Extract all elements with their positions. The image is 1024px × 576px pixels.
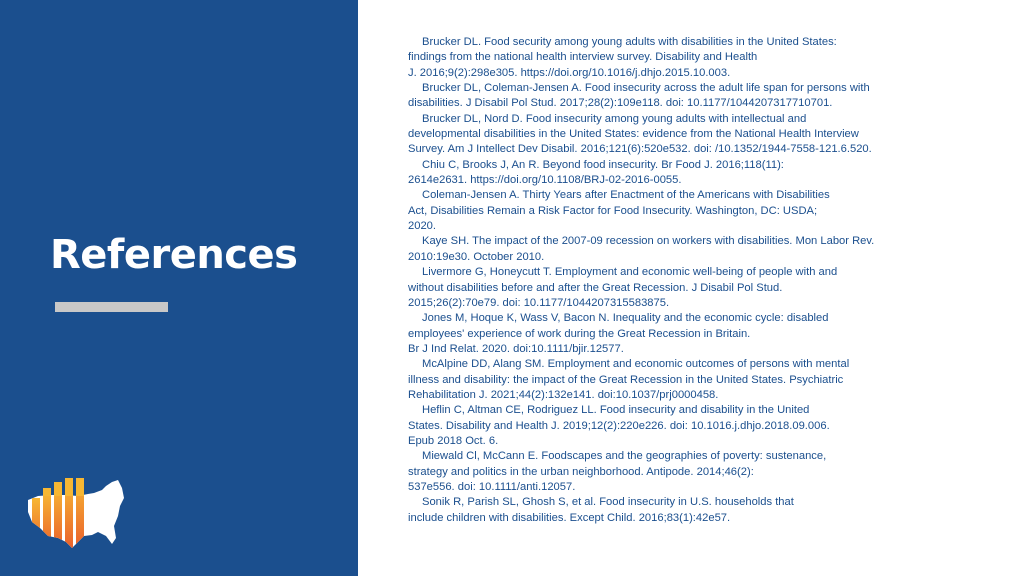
- reference-line: disabilities. J Disabil Pol Stud. 2017;28(2):109e118. doi: 10.1177/1044207317710701.: [408, 97, 833, 110]
- reference-line: Rehabilitation J. 2021;44(2):132e141. doi:10.1037/prj0000458.: [408, 388, 719, 401]
- reference-entry: [408, 234, 908, 265]
- reference-list: [408, 35, 908, 526]
- reference-line: include children with disabilities. Except Child. 2016;83(1):42e57.: [408, 511, 731, 524]
- reference-line: Brucker DL, Coleman-Jensen A. Food insecurity across the adult life span for persons with: [422, 82, 870, 95]
- reference-entry: [408, 158, 908, 189]
- reference-line: Epub 2018 Oct. 6.: [408, 434, 499, 447]
- reference-line: Kaye SH. The impact of the 2007-09 recession on workers with disabilities. Mon Labor Rev.: [422, 235, 875, 248]
- reference-line: 537e556. doi: 10.1111/anti.12057.: [408, 480, 576, 493]
- reference-line: Chiu C, Brooks J, An R. Beyond food insecurity. Br Food J. 2016;118(11):: [422, 158, 784, 171]
- reference-line: Br J Ind Relat. 2020. doi:10.1111/bjir.12577.: [408, 342, 624, 355]
- reference-line: employees' experience of work during the Great Recession in Britain.: [408, 327, 751, 340]
- reference-line: 2015;26(2):70e79. doi: 10.1177/1044207315583875.: [408, 296, 670, 309]
- reference-entry: [408, 495, 908, 526]
- reference-entry: [408, 357, 908, 403]
- reference-entry: [408, 112, 908, 158]
- title-underline-bar: [55, 302, 168, 312]
- reference-line: Livermore G, Honeycutt T. Employment and economic well-being of people with and: [422, 266, 838, 279]
- reference-line: 2614e2631. https://doi.org/10.1108/BRJ-02-2016-0055.: [408, 174, 682, 187]
- reference-line: J. 2016;9(2):298e305. https://doi.org/10.1016/j.dhjo.2015.10.003.: [408, 66, 731, 79]
- reference-line: Act, Disabilities Remain a Risk Factor for Food Insecurity. Washington, DC: USDA;: [408, 204, 818, 217]
- reference-line: Sonik R, Parish SL, Ghosh S, et al. Food insecurity in U.S. households that: [422, 496, 794, 509]
- reference-entry: [408, 449, 908, 495]
- reference-line: Miewald Cl, McCann E. Foodscapes and the geographies of poverty: sustenance,: [422, 450, 827, 463]
- reference-line: Brucker DL. Food security among young adults with disabilities in the United States:: [422, 36, 837, 48]
- reference-line: 2010:19e30. October 2010.: [408, 250, 545, 263]
- reference-entry: [408, 403, 908, 449]
- us-map-bar-chart-logo-icon: [22, 478, 132, 558]
- reference-line: Jones M, Hoque K, Wass V, Bacon N. Inequality and the economic cycle: disabled: [422, 312, 829, 325]
- reference-line: Heflin C, Altman CE, Rodriguez LL. Food insecurity and disability in the United: [422, 404, 810, 417]
- reference-entry: [408, 81, 908, 112]
- reference-line: illness and disability: the impact of the Great Recession in the United States. Psychiatric: [408, 373, 844, 386]
- reference-line: findings from the national health interview survey. Disability and Health: [408, 51, 758, 64]
- reference-line: 2020.: [408, 220, 436, 233]
- reference-entry: [408, 35, 908, 81]
- slide-title: References: [50, 232, 298, 278]
- reference-entry: [408, 188, 908, 234]
- reference-line: Brucker DL, Nord D. Food insecurity among young adults with intellectual and: [422, 112, 807, 125]
- reference-entry: [408, 265, 908, 311]
- title-panel: [0, 0, 358, 576]
- reference-line: McAlpine DD, Alang SM. Employment and economic outcomes of persons with mental: [422, 358, 850, 371]
- reference-line: Coleman-Jensen A. Thirty Years after Enactment of the Americans with Disabilities: [422, 189, 830, 202]
- reference-line: developmental disabilities in the United States: evidence from the National Health Interview: [408, 128, 859, 141]
- reference-line: without disabilities before and after the Great Recession. J Disabil Pol Stud.: [408, 281, 783, 294]
- reference-line: States. Disability and Health J. 2019;12(2):220e226. doi: 10.1016.j.dhjo.2018.09.006.: [408, 419, 830, 432]
- reference-line: strategy and politics in the urban neighborhood. Antipode. 2014;46(2):: [408, 465, 754, 478]
- reference-entry: [408, 311, 908, 357]
- reference-line: Survey. Am J Intellect Dev Disabil. 2016;121(6):520e532. doi: /10.1352/1944-7558-121.6.520.: [408, 143, 872, 156]
